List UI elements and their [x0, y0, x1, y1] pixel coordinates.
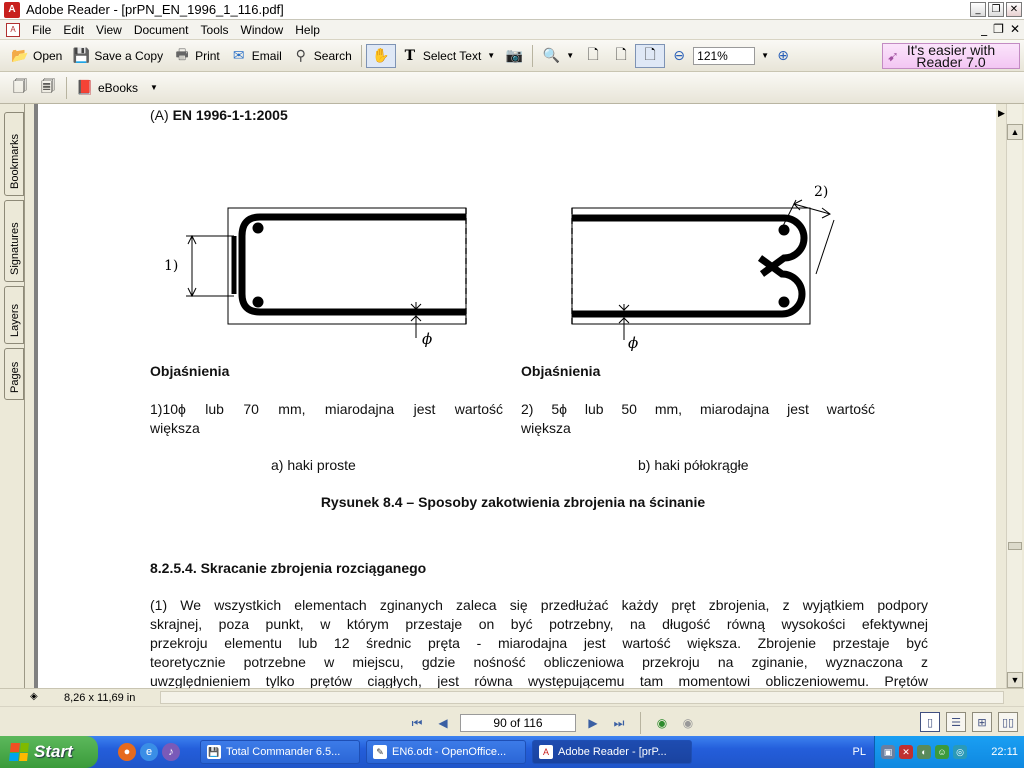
binoculars-icon: ⚲ [295, 47, 306, 64]
snapshot-tool-button[interactable] [500, 44, 528, 68]
folder-open-icon: 📂 [11, 47, 29, 64]
upgrade-promo-banner[interactable] [882, 43, 1020, 69]
go-back-icon[interactable]: ◉ [656, 716, 668, 730]
phi-symbol-a: ϕ [422, 330, 433, 348]
pdf-page [38, 104, 996, 688]
secondary-toolbar [0, 72, 1024, 104]
doc-close-button[interactable]: ✕ [1009, 22, 1020, 36]
update-icon[interactable]: ◎ [953, 745, 967, 759]
chevron-down-icon[interactable]: ▼ [566, 51, 575, 60]
task-total-commander[interactable]: 💾 Total Commander 6.5... [200, 740, 360, 764]
total-commander-icon: 💾 [208, 747, 220, 757]
document-icon[interactable]: A [6, 23, 20, 37]
fit-width-button[interactable] [635, 44, 665, 68]
toolbar-separator [66, 77, 67, 99]
tab-signatures[interactable]: Signatures [4, 200, 24, 282]
restore-button[interactable]: ❐ [988, 2, 1004, 17]
menu-edit[interactable]: Edit [63, 22, 85, 37]
paragraph-line-3: przekroju elementu lub 12 średnic pręta - miarodajna jest wartość większa. Zbrojenie przestaje być [150, 635, 928, 651]
page-size-icon: ◈ [30, 691, 38, 702]
continuous-icon[interactable]: ☰ [946, 712, 966, 732]
phi-symbol-b: ϕ [628, 334, 639, 352]
section-title: 8.2.5.4. Skracanie zbrojenia rozciąganego [150, 560, 427, 576]
page-fit-icon: 🗋 [615, 46, 627, 63]
hand-icon: ✋ [372, 47, 390, 64]
caption-a: a) haki proste [271, 457, 356, 473]
openoffice-icon: ✎ [373, 745, 387, 759]
zoom-input[interactable] [693, 47, 755, 65]
system-tray [874, 736, 1024, 768]
tab-layers[interactable]: Layers [4, 286, 24, 344]
paragraph-line-5: uwzględnieniem tylko prętów ciągłych, jest równa występującemu tam momentowi obliczeniowemu. Prętów [150, 673, 928, 688]
adobe-reader-task-icon: A [539, 745, 553, 759]
save-copy-button[interactable]: 💾 Save a Copy [72, 47, 164, 64]
page-size-label: 8,26 x 11,69 in [64, 691, 136, 704]
go-forward-icon[interactable]: ◉ [682, 716, 694, 730]
legend-a-line2: większa [150, 420, 200, 436]
text-cursor-icon: T [404, 47, 416, 64]
select-text-button[interactable]: T Select Text ▼ [396, 44, 500, 68]
firefox-icon[interactable]: ● [118, 743, 136, 761]
triangle-right-icon: ▶ [998, 108, 1005, 118]
promo-arrow-icon: ➹ [887, 47, 899, 64]
menu-document[interactable]: Document [133, 22, 189, 37]
legend-a-line1: 1)10ϕ lub 70 mm, miarodajna jest wartość [150, 401, 503, 417]
document-view[interactable] [34, 104, 996, 688]
close-button[interactable]: ✕ [1006, 2, 1022, 17]
work-area [0, 104, 1024, 688]
create-pdf-button[interactable] [6, 76, 34, 100]
hand-tool-button[interactable] [366, 44, 396, 68]
window-title: Adobe Reader - [prPN_EN_1996_1_116.pdf] [26, 2, 284, 17]
fit-page-button[interactable] [607, 44, 635, 68]
security-icon[interactable]: ◐ [917, 745, 931, 759]
chevron-down-icon[interactable]: ▼ [487, 51, 496, 60]
chevron-down-icon[interactable]: ▼ [150, 83, 158, 92]
menu-view[interactable]: View [96, 22, 122, 37]
legend-title-b: Objaśnienia [521, 363, 601, 379]
navigation-panel-splitter[interactable] [24, 104, 34, 688]
doc-minimize-button[interactable]: _ [981, 22, 988, 36]
page-fit-width-icon: 🗋 [644, 46, 656, 63]
promo-text: It's easier with Reader 7.0 [906, 42, 996, 70]
scroll-up-arrow[interactable]: ▲ [1007, 124, 1023, 140]
print-button[interactable]: 🖶 Print [168, 44, 225, 68]
legend-title-a: Objaśnienia [150, 363, 230, 379]
messenger-icon[interactable]: ☺ [935, 745, 949, 759]
ebooks-button[interactable]: 📕 eBooks ▼ [76, 79, 158, 96]
windows-taskbar [0, 736, 1024, 768]
paragraph-line-1: (1) We wszystkich elementach zginanych zaleca się przedłużać każdy pręt zbrojenia, z wyjątkiem podpory [150, 597, 928, 613]
page-navigation-bar [0, 706, 1024, 736]
scroll-down-arrow[interactable]: ▼ [1007, 672, 1023, 688]
ie-icon[interactable]: e [140, 743, 158, 761]
right-panel-toggle[interactable] [998, 104, 1006, 688]
network-icon[interactable]: ▣ [881, 745, 895, 759]
page-header: (A) EN 1996-1-1:2005 [150, 107, 288, 123]
doc-restore-button[interactable]: ❐ [993, 22, 1004, 36]
last-page-icon[interactable]: ⏭ [613, 715, 625, 730]
open-button[interactable]: 📂 Open [11, 47, 63, 64]
tab-bookmarks[interactable]: Bookmarks [4, 112, 24, 196]
clock: 22:11 [991, 746, 1018, 758]
windows-logo-icon [9, 743, 29, 761]
figure-straight-hook [148, 192, 508, 362]
figure-caption: Rysunek 8.4 – Sposoby zakotwienia zbrojenia na ścinanie [320, 494, 706, 510]
title-bar [0, 0, 1024, 20]
zoom-tool-button[interactable] [537, 44, 579, 68]
start-button[interactable]: Start [0, 736, 98, 768]
continuous-facing-icon[interactable]: ⊞ [972, 712, 992, 732]
navigation-tabs [4, 112, 24, 404]
label-1: 1) [164, 258, 179, 274]
previous-page-icon[interactable]: ◀ [438, 716, 448, 730]
zoom-out-button[interactable] [665, 44, 693, 68]
scroll-thumb[interactable] [1008, 542, 1022, 550]
next-page-icon[interactable]: ▶ [588, 716, 598, 730]
rotate-view-button[interactable] [34, 76, 62, 100]
window-controls [970, 2, 1022, 17]
main-toolbar [0, 40, 1024, 72]
camera-icon: 📷 [505, 47, 523, 64]
label-2: 2) [814, 184, 829, 200]
toolbar-separator [532, 45, 533, 67]
actual-size-button[interactable] [579, 44, 607, 68]
document-window-controls [981, 22, 1020, 36]
page-actual-size-icon: 🗋 [587, 46, 599, 63]
media-icon[interactable]: ♪ [162, 743, 180, 761]
figure-semicircular-hook [558, 174, 888, 364]
menu-tools[interactable]: Tools [200, 22, 229, 37]
page-export-icon: 🗍 [13, 78, 27, 95]
zoom-dropdown-icon[interactable]: ▼ [761, 51, 770, 60]
printer-icon: 🖶 [175, 46, 189, 63]
page-number-field[interactable]: 90 of 116 [460, 714, 576, 732]
vertical-scrollbar[interactable] [1006, 104, 1022, 688]
language-indicator[interactable]: PL [852, 746, 866, 758]
legend-b-line1: 2) 5ϕ lub 50 mm, miarodajna jest wartość [521, 401, 875, 417]
zoom-in-icon: ⊕ [777, 47, 789, 64]
email-globe-icon: ✉ [232, 47, 245, 64]
legend-b-line2: większa [521, 420, 571, 436]
caption-b: b) haki półokrągłe [638, 457, 749, 473]
ebook-icon: 📕 [76, 79, 94, 96]
menu-help[interactable]: Help [295, 22, 320, 37]
task-openoffice[interactable]: ✎ EN6.odt - OpenOffice... [366, 740, 526, 764]
facing-icon[interactable]: ▯▯ [998, 712, 1018, 732]
status-bar [0, 688, 1024, 706]
minimize-button[interactable]: _ [970, 2, 986, 17]
horizontal-scrollbar[interactable] [160, 691, 1004, 704]
zoom-in-button[interactable] [769, 44, 797, 68]
menu-window[interactable]: Window [240, 22, 284, 37]
page-rotate-icon: 🗐 [41, 78, 55, 95]
menu-bar [0, 20, 1024, 40]
nav-separator [640, 712, 641, 734]
quick-launch [118, 743, 180, 761]
zoom-out-icon: ⊖ [673, 47, 685, 64]
magnifier-icon: 🔍 [542, 47, 560, 64]
task-adobe-reader[interactable]: A Adobe Reader - [prP... [532, 740, 692, 764]
page-navigation [408, 712, 697, 734]
first-page-icon[interactable]: ⏮ [411, 715, 423, 730]
paragraph-line-4: teoretycznie potrzebne w miejscu, gdzie nośność obliczeniowa przekroju na zginanie, wyznaczona z [150, 654, 928, 670]
page-layout-buttons [920, 712, 1018, 732]
toolbar-separator [361, 45, 362, 67]
tab-pages[interactable]: Pages [4, 348, 24, 400]
email-button[interactable]: ✉ Email [225, 44, 287, 68]
search-button[interactable]: ⚲ Search [287, 44, 357, 68]
single-page-icon[interactable]: ▯ [920, 712, 940, 732]
floppy-disk-icon: 💾 [72, 47, 91, 64]
paragraph-line-2: skrajnej, poza punkt, w którym przestaje on być potrzebny, na długość równą wysokości efektywnej [150, 616, 928, 632]
network-disconnected-icon[interactable]: ✕ [899, 745, 913, 759]
adobe-reader-icon: A [4, 2, 20, 18]
menu-file[interactable]: File [32, 22, 52, 37]
